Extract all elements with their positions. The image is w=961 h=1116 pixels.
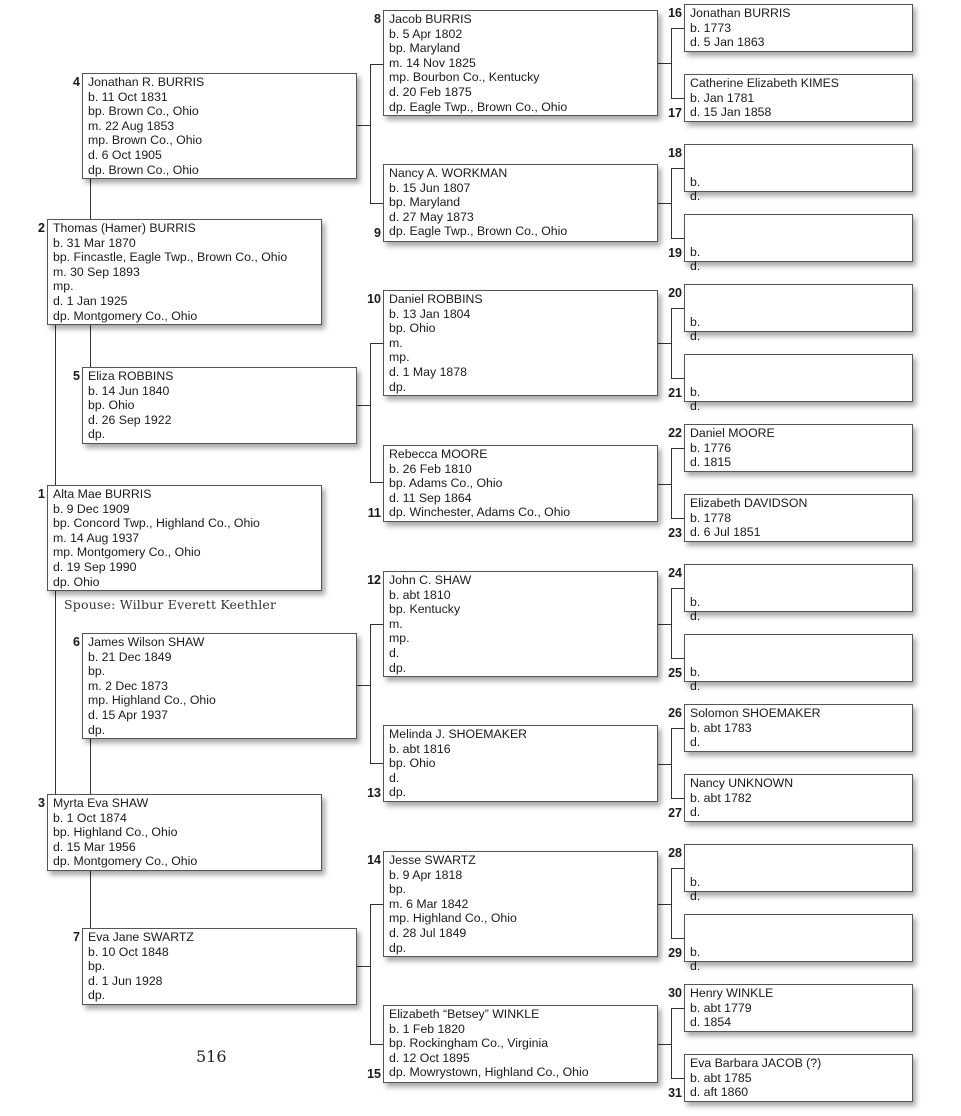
person-detail: d. 28 Jul 1849 <box>389 925 467 940</box>
connector-line <box>370 904 383 905</box>
page-number: 516 <box>196 1047 227 1066</box>
person-detail: mp. Bourbon Co., Kentucky <box>389 70 540 85</box>
person-detail: bp. Ohio <box>88 398 135 413</box>
person-detail: bp. Fincastle, Eagle Twp., Brown Co., Ohio <box>53 250 288 265</box>
person-detail: m. 6 Mar 1842 <box>389 896 469 911</box>
connector-line <box>671 1078 684 1079</box>
person-detail: b. abt 1783 <box>690 720 752 735</box>
ahnentafel-number: 23 <box>668 526 682 540</box>
person-name: Alta Mae BURRIS <box>53 487 152 501</box>
person-box-13[interactable] <box>383 725 658 802</box>
person-detail: m. 14 Aug 1937 <box>53 530 140 545</box>
person-box-12[interactable] <box>383 571 658 677</box>
person-box-3[interactable] <box>47 794 322 871</box>
person-detail: dp. Eagle Twp., Brown Co., Ohio <box>389 224 568 239</box>
person-detail: d. 27 May 1873 <box>389 209 474 224</box>
person-detail: b. 9 Apr 1818 <box>389 867 463 882</box>
person-name: Eliza ROBBINS <box>88 369 174 383</box>
connector-line <box>658 1044 671 1045</box>
person-detail: mp. Highland Co., Ohio <box>389 911 517 926</box>
person-detail: bp. <box>88 959 106 974</box>
person-detail: b. <box>690 944 701 959</box>
person-detail: dp. Brown Co., Ohio <box>88 162 199 177</box>
connector-line <box>658 484 671 485</box>
person-detail: b. <box>690 314 701 329</box>
person-detail: d. <box>690 259 701 274</box>
person-name: Daniel ROBBINS <box>389 292 483 306</box>
person-name: James Wilson SHAW <box>88 635 205 649</box>
person-detail: b. abt 1785 <box>690 1070 752 1085</box>
person-detail: dp. <box>389 379 407 394</box>
connector-line <box>671 588 684 589</box>
person-detail: dp. <box>389 940 407 955</box>
connector-line <box>671 238 684 239</box>
person-box-6[interactable] <box>82 633 357 739</box>
connector-line <box>671 168 684 169</box>
person-detail: d. <box>690 959 701 974</box>
connector-line <box>370 904 371 1044</box>
person-detail: d. 11 Sep 1864 <box>389 490 472 505</box>
person-detail: d. <box>389 645 400 660</box>
connector-line <box>370 763 383 764</box>
ahnentafel-number: 15 <box>367 1067 381 1081</box>
person-box-18[interactable] <box>684 144 913 204</box>
connector-line <box>370 482 383 483</box>
ahnentafel-number: 1 <box>38 487 45 501</box>
person-detail: b. 9 Dec 1909 <box>53 501 130 516</box>
person-detail: dp. Ohio <box>53 574 100 589</box>
person-detail: dp. Montgomery Co., Ohio <box>53 854 198 869</box>
ahnentafel-number: 29 <box>668 946 682 960</box>
person-box-1[interactable] <box>47 485 322 591</box>
connector-line <box>370 343 371 482</box>
person-detail: d. 15 Mar 1956 <box>53 839 136 854</box>
person-name: Solomon SHOEMAKER <box>690 706 821 720</box>
person-box-26[interactable] <box>684 704 913 752</box>
person-name <box>690 160 907 175</box>
person-box-8[interactable] <box>383 10 658 116</box>
ahnentafel-number: 7 <box>73 930 80 944</box>
person-detail: d. 1815 <box>690 455 732 470</box>
person-detail: b. abt 1779 <box>690 1000 752 1015</box>
person-detail: bp. <box>389 882 407 897</box>
person-name <box>690 860 907 875</box>
spouse-note: Spouse: Wilbur Everett Keethler <box>64 597 277 612</box>
person-detail: d. <box>690 805 701 820</box>
ahnentafel-number: 18 <box>668 146 682 160</box>
person-name: Rebecca MOORE <box>389 447 488 461</box>
ahnentafel-number: 12 <box>367 573 381 587</box>
person-detail: d. <box>690 329 701 344</box>
person-name: Thomas (Hamer) BURRIS <box>53 221 196 235</box>
person-detail: dp. <box>389 660 407 675</box>
person-name: Nancy A. WORKMAN <box>389 166 508 180</box>
person-box-29[interactable] <box>684 914 913 974</box>
person-box-9[interactable] <box>383 164 658 242</box>
connector-line <box>671 798 684 799</box>
person-name: Jacob BURRIS <box>389 12 472 26</box>
person-name: Jonathan R. BURRIS <box>88 75 205 89</box>
person-detail: b. 14 Jun 1840 <box>88 383 170 398</box>
person-name: Catherine Elizabeth KIMES <box>690 76 840 90</box>
person-detail: dp. Montgomery Co., Ohio <box>53 308 198 323</box>
person-name: Jesse SWARTZ <box>389 853 476 867</box>
connector-line <box>370 343 383 344</box>
person-detail: d. 1 May 1878 <box>389 364 467 379</box>
connector-line <box>671 868 672 938</box>
person-box-20[interactable] <box>684 284 913 344</box>
connector-line <box>658 904 671 905</box>
person-name: Daniel MOORE <box>690 426 775 440</box>
person-detail: dp. Mowrystown, Highland Co., Ohio <box>389 1065 589 1080</box>
connector-line <box>370 624 383 625</box>
connector-line <box>658 624 671 625</box>
person-detail: bp. Brown Co., Ohio <box>88 104 199 119</box>
person-detail: mp. Highland Co., Ohio <box>88 693 216 708</box>
person-detail: d. <box>690 735 701 750</box>
person-detail: bp. Kentucky <box>389 602 461 617</box>
ahnentafel-number: 21 <box>668 386 682 400</box>
person-detail: mp. <box>53 279 74 294</box>
person-detail: b. 11 Oct 1831 <box>88 89 168 104</box>
person-detail: d. 1 Jan 1925 <box>53 293 128 308</box>
ahnentafel-number: 5 <box>73 369 80 383</box>
person-detail: bp. Concord Twp., Highland Co., Ohio <box>53 516 260 531</box>
person-detail: d. 15 Apr 1937 <box>88 707 168 722</box>
person-detail: b. <box>690 664 701 679</box>
ahnentafel-number: 11 <box>367 506 381 520</box>
connector-line <box>357 125 370 126</box>
ahnentafel-number: 22 <box>668 426 682 440</box>
person-box-21[interactable] <box>684 354 913 414</box>
person-detail: bp. Maryland <box>389 195 461 210</box>
person-detail: b. <box>690 594 701 609</box>
person-box-2[interactable] <box>47 219 322 325</box>
person-detail: bp. Maryland <box>389 41 461 56</box>
person-detail: d. 1 Jun 1928 <box>88 973 163 988</box>
connector-line <box>671 868 684 869</box>
person-detail: d. 20 Feb 1875 <box>389 84 472 99</box>
person-name: Myrta Eva SHAW <box>53 796 149 810</box>
person-detail: b. abt 1782 <box>690 790 752 805</box>
person-detail: b. 21 Dec 1849 <box>88 649 172 664</box>
ahnentafel-number: 24 <box>668 566 682 580</box>
person-detail: m. 30 Sep 1893 <box>53 264 140 279</box>
ahnentafel-number: 31 <box>668 1086 682 1100</box>
connector-line <box>90 738 91 794</box>
person-detail: d. 6 Jul 1851 <box>690 525 761 540</box>
person-box-22[interactable] <box>684 424 913 472</box>
connector-line <box>671 518 684 519</box>
connector-line <box>671 1008 672 1078</box>
person-name: Eva Barbara JACOB (?) <box>690 1056 822 1070</box>
connector-line <box>357 966 370 967</box>
person-name <box>690 580 907 595</box>
person-detail: b. 5 Apr 1802 <box>389 26 463 41</box>
person-name: John C. SHAW <box>389 573 472 587</box>
person-detail: d. 15 Jan 1858 <box>690 105 772 120</box>
connector-line <box>658 343 671 344</box>
connector-line <box>90 178 91 219</box>
person-name <box>690 300 907 315</box>
ahnentafel-number: 30 <box>668 986 682 1000</box>
connector-line <box>671 378 684 379</box>
connector-line <box>671 728 672 798</box>
person-box-11[interactable] <box>383 445 658 522</box>
ahnentafel-number: 10 <box>367 292 381 306</box>
ahnentafel-number: 4 <box>73 75 80 89</box>
person-detail: bp. Adams Co., Ohio <box>389 476 503 491</box>
person-detail: mp. Montgomery Co., Ohio <box>53 545 201 560</box>
person-detail: b. <box>690 384 701 399</box>
person-detail: b. 1776 <box>690 440 732 455</box>
person-box-23[interactable] <box>684 494 913 542</box>
person-detail: b. 1 Feb 1820 <box>389 1021 465 1036</box>
person-detail: d. 12 Oct 1895 <box>389 1050 470 1065</box>
ahnentafel-number: 2 <box>38 221 45 235</box>
person-detail: bp. <box>88 664 106 679</box>
person-box-19[interactable] <box>684 214 913 274</box>
person-detail: d. <box>389 770 400 785</box>
person-detail: dp. <box>389 785 407 800</box>
connector-line <box>90 871 91 928</box>
connector-line <box>370 1044 383 1045</box>
connector-line <box>671 728 684 729</box>
person-name <box>690 370 907 385</box>
person-box-4[interactable] <box>82 73 357 179</box>
connector-line <box>671 168 672 238</box>
person-detail: m. 14 Nov 1825 <box>389 55 476 70</box>
connector-line <box>671 28 672 98</box>
ahnentafel-number: 17 <box>668 106 682 120</box>
ahnentafel-number: 14 <box>367 853 381 867</box>
connector-line <box>671 658 684 659</box>
connector-line <box>90 324 91 367</box>
ahnentafel-number: 13 <box>367 786 381 800</box>
person-detail: b. <box>690 174 701 189</box>
ahnentafel-number: 28 <box>668 846 682 860</box>
person-detail: d. 19 Sep 1990 <box>53 559 137 574</box>
connector-line <box>671 308 672 378</box>
person-detail: b. 31 Mar 1870 <box>53 235 136 250</box>
person-detail: bp. Rockingham Co., Virginia <box>389 1036 549 1051</box>
person-name: Elizabeth “Betsey” WINKLE <box>389 1007 540 1021</box>
person-detail: d. <box>690 189 701 204</box>
person-detail: b. abt 1810 <box>389 587 451 602</box>
connector-line <box>671 28 684 29</box>
person-detail: bp. Highland Co., Ohio <box>53 825 178 840</box>
person-box-14[interactable] <box>383 851 658 957</box>
person-detail: d. 6 Oct 1905 <box>88 147 162 162</box>
ahnentafel-number: 6 <box>73 635 80 649</box>
person-detail: d. 1854 <box>690 1015 732 1030</box>
connector-line <box>370 624 371 763</box>
person-name: Melinda J. SHOEMAKER <box>389 727 528 741</box>
person-detail: m. 22 Aug 1853 <box>88 118 175 133</box>
ahnentafel-number: 19 <box>668 246 682 260</box>
person-detail: b. <box>690 874 701 889</box>
person-detail: d. <box>690 889 701 904</box>
person-name <box>690 930 907 945</box>
connector-line <box>658 63 671 64</box>
person-box-27[interactable] <box>684 774 913 822</box>
connector-line <box>370 64 383 65</box>
ahnentafel-number: 27 <box>668 806 682 820</box>
person-detail: b. Jan 1781 <box>690 90 755 105</box>
person-detail: b. 1 Oct 1874 <box>53 810 127 825</box>
person-detail: dp. Eagle Twp., Brown Co., Ohio <box>389 99 568 114</box>
person-detail: d. aft 1860 <box>690 1085 749 1100</box>
person-box-24[interactable] <box>684 564 913 624</box>
person-box-17[interactable] <box>684 74 913 122</box>
person-detail: b. 1778 <box>690 510 732 525</box>
person-detail: dp. <box>88 427 106 442</box>
connector-line <box>357 405 370 406</box>
person-box-10[interactable] <box>383 290 658 396</box>
person-box-28[interactable] <box>684 844 913 904</box>
person-box-15[interactable] <box>383 1005 658 1083</box>
person-detail: dp. Winchester, Adams Co., Ohio <box>389 505 571 520</box>
connector-line <box>370 203 383 204</box>
person-detail: mp. Brown Co., Ohio <box>88 133 203 148</box>
connector-line <box>658 203 671 204</box>
ahnentafel-number: 8 <box>374 12 381 26</box>
person-box-25[interactable] <box>684 634 913 694</box>
person-box-30[interactable] <box>684 984 913 1032</box>
person-box-5[interactable] <box>82 367 357 444</box>
person-detail: mp. <box>389 350 410 365</box>
person-name: Jonathan BURRIS <box>690 6 791 20</box>
person-detail: d. <box>690 679 701 694</box>
connector-line <box>658 764 671 765</box>
ahnentafel-number: 25 <box>668 666 682 680</box>
person-detail: d. <box>690 609 701 624</box>
person-name: Nancy UNKNOWN <box>690 776 794 790</box>
person-detail: m. 2 Dec 1873 <box>88 678 168 693</box>
person-detail: dp. <box>88 722 106 737</box>
person-detail: mp. <box>389 631 410 646</box>
person-detail: b. 26 Feb 1810 <box>389 461 472 476</box>
connector-line <box>671 448 684 449</box>
person-detail: dp. <box>88 988 106 1003</box>
ahnentafel-number: 20 <box>668 286 682 300</box>
person-detail: bp. Ohio <box>389 321 436 336</box>
connector-line <box>671 308 684 309</box>
person-detail: b. 13 Jan 1804 <box>389 306 471 321</box>
connector-line <box>671 1008 684 1009</box>
person-detail: b. <box>690 244 701 259</box>
connector-line <box>370 64 371 203</box>
person-detail: d. <box>690 399 701 414</box>
person-detail: d. 26 Sep 1922 <box>88 412 172 427</box>
person-box-16[interactable] <box>684 4 913 52</box>
ahnentafel-number: 26 <box>668 706 682 720</box>
connector-line <box>671 938 684 939</box>
person-detail: b. 10 Oct 1848 <box>88 944 169 959</box>
person-detail: b. 1773 <box>690 20 732 35</box>
person-name: Eva Jane SWARTZ <box>88 930 194 944</box>
person-detail: bp. Ohio <box>389 756 436 771</box>
ahnentafel-number: 9 <box>374 226 381 240</box>
connector-line <box>357 685 370 686</box>
person-detail: d. 5 Jan 1863 <box>690 35 765 50</box>
person-detail: m. <box>389 335 403 350</box>
person-detail: b. 15 Jun 1807 <box>389 180 471 195</box>
person-name <box>690 230 907 245</box>
person-name: Elizabeth DAVIDSON <box>690 496 808 510</box>
connector-line <box>671 448 672 518</box>
ahnentafel-number: 3 <box>38 796 45 810</box>
connector-line <box>671 588 672 658</box>
ahnentafel-number: 16 <box>668 6 682 20</box>
person-box-31[interactable] <box>684 1054 913 1102</box>
person-detail: m. <box>389 616 403 631</box>
person-name: Henry WINKLE <box>690 986 774 1000</box>
person-detail: b. abt 1816 <box>389 741 451 756</box>
person-box-7[interactable] <box>82 928 357 1005</box>
person-name <box>690 650 907 665</box>
connector-line <box>671 98 684 99</box>
